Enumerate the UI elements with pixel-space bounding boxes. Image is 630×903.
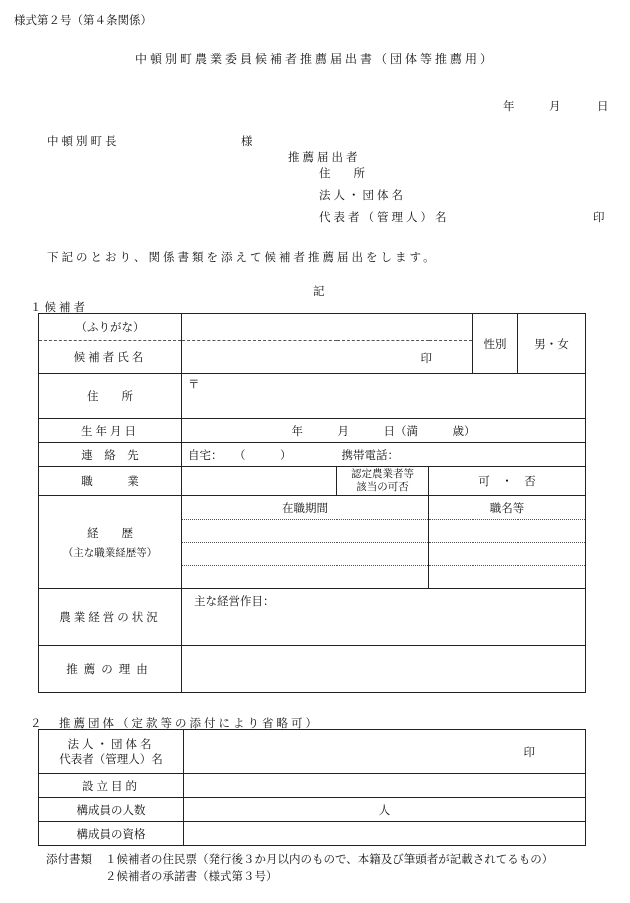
organization-table: [38, 729, 586, 846]
purpose-field[interactable]: [184, 774, 586, 798]
submitter-representative-label: 代表者（管理人）名: [319, 210, 450, 224]
career-period-header: 在職期間: [182, 496, 429, 520]
farm-status-label: 農業経営の状況: [39, 589, 182, 646]
contact-field[interactable]: [182, 443, 586, 467]
date-month: 月: [549, 99, 561, 113]
members-qualification-field[interactable]: [184, 822, 586, 846]
candidate-name-field[interactable]: [182, 341, 473, 374]
gender-label: 性別: [473, 314, 518, 374]
org-representative-label: 代表者（管理人）名: [59, 751, 163, 766]
home-phone-label: 自宅： （ ）: [188, 447, 292, 462]
furigana-label: （ふりがな）: [39, 314, 182, 341]
intro-text: 下記のとおり、関係書類を添えて候補者推薦届出をします。: [47, 250, 438, 264]
career-label: 経 歴: [87, 525, 133, 540]
reason-field[interactable]: [182, 646, 586, 693]
address-label: 住 所: [39, 374, 182, 419]
contact-label: 連 絡 先: [39, 443, 182, 467]
submitter-label: 推薦届出者: [288, 150, 361, 164]
address-field[interactable]: [182, 374, 586, 419]
career-title-row-2[interactable]: [429, 543, 586, 566]
purpose-label: 設立目的: [39, 774, 184, 798]
members-count-field[interactable]: 人: [184, 798, 586, 822]
occupation-label: 職 業: [39, 467, 182, 496]
members-count-label: 構成員の人数: [39, 798, 184, 822]
attachments-label: 添付書類: [46, 852, 92, 866]
career-sublabel: （主な職業経歴等）: [62, 546, 158, 559]
career-period-row-3[interactable]: [182, 566, 429, 589]
date-day: 日: [597, 99, 609, 113]
org-name-field[interactable]: [184, 730, 586, 774]
career-title-header: 職名等: [429, 496, 586, 520]
submitter-org-label: 法人・団体名: [319, 188, 406, 202]
sama-suffix: 様: [241, 134, 253, 148]
document-title: 中頓別町農業委員候補者推薦届出書（団体等推薦用）: [134, 52, 495, 66]
postal-mark: 〒: [188, 377, 200, 391]
certified-choice[interactable]: 可 ・ 否: [429, 467, 586, 496]
submitter-address-label: 住 所: [319, 166, 365, 180]
candidate-table: [38, 313, 586, 693]
attachment-item-2: ２候補者の承諾書（様式第３号）: [105, 869, 278, 883]
birthdate-label: 生年月日: [39, 419, 182, 443]
career-title-row-1[interactable]: [429, 520, 586, 543]
candidate-name-label: 候補者氏名: [39, 341, 182, 374]
members-qualification-label: 構成員の資格: [39, 822, 184, 846]
reason-label: 推薦の理由: [39, 646, 182, 693]
gender-choice[interactable]: 男・女: [518, 314, 586, 374]
recipient: 中頓別町長: [47, 134, 120, 148]
section2-heading: ２ 推薦団体（定款等の添付により省略可）: [30, 716, 320, 730]
certified-label-2: 該当の可否: [356, 481, 409, 493]
date-year: 年: [503, 99, 515, 113]
farm-status-field[interactable]: [182, 589, 586, 646]
career-title-row-3[interactable]: [429, 566, 586, 589]
ki-heading: 記: [313, 284, 325, 298]
section1-heading: １候補者: [30, 300, 88, 314]
certified-label-1: 認定農業者等: [351, 468, 414, 480]
submitter-seal: 印: [593, 210, 605, 224]
candidate-seal: 印: [420, 351, 433, 365]
birthdate-field[interactable]: 年 月 日（満 歳）: [182, 419, 586, 443]
career-period-row-2[interactable]: [182, 543, 429, 566]
org-seal: 印: [523, 745, 535, 759]
main-crop-label: 主な経営作目：: [194, 594, 275, 608]
furigana-field[interactable]: [182, 314, 473, 341]
career-period-row-1[interactable]: [182, 520, 429, 543]
form-number: 様式第２号（第４条関係）: [14, 13, 152, 27]
attachment-item-1: １候補者の住民票（発行後３か月以内のもので、本籍及び筆頭者が記載されてるもの）: [105, 852, 554, 866]
occupation-field[interactable]: [182, 467, 337, 496]
mobile-phone-label: 携帯電話：: [341, 447, 399, 462]
org-name-label: 法人・団体名: [67, 736, 155, 751]
